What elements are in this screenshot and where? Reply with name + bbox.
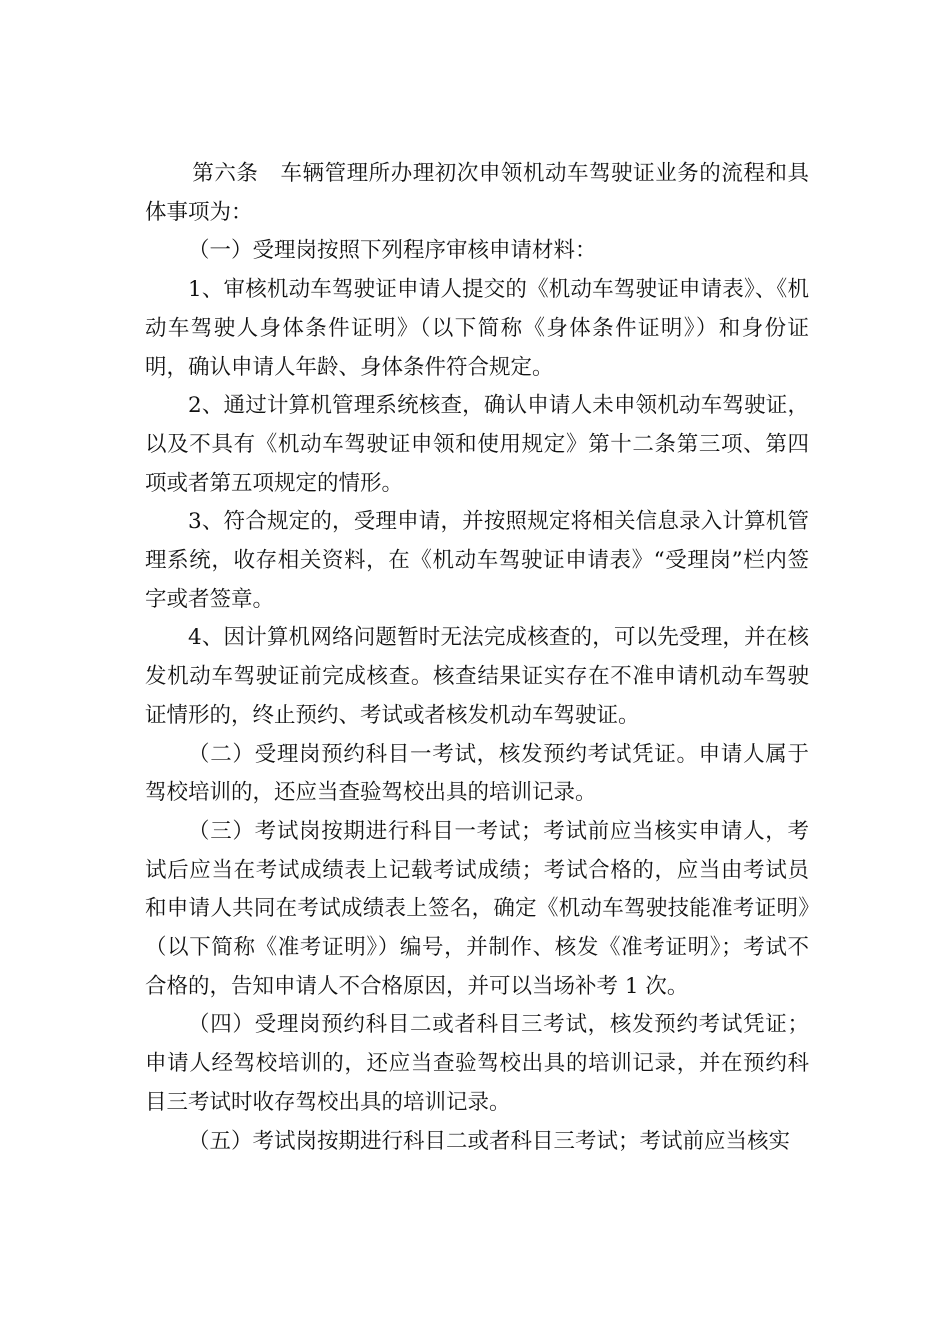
paragraph-9: （五）考试岗按期进行科目二或者科目三考试；考试前应当核实 bbox=[188, 1128, 791, 1154]
paragraph-2: 1、审核机动车驾驶证申请人提交的《机动车驾驶证申请表》、《机动车驾驶人身体条件证明》（以下简称《身体条件证明》）和身份证明，确认申请人年龄、身体条件符合规定。 bbox=[145, 277, 809, 380]
article-paragraph bbox=[145, 155, 809, 232]
document-body bbox=[145, 155, 809, 1161]
article-heading: 第六条 bbox=[192, 161, 259, 186]
paragraph-3: 2、通过计算机管理系统核查，确认申请人未申领机动车驾驶证，以及不具有《机动车驾驶证申领和使用规定》第十二条第三项、第四项或者第五项规定的情形。 bbox=[145, 393, 809, 496]
paragraph-5: 4、因计算机网络问题暂时无法完成核查的，可以先受理，并在核发机动车驾驶证前完成核查。核查结果证实存在不准申请机动车驾驶证情形的，终止预约、考试或者核发机动车驾驶证。 bbox=[145, 625, 809, 728]
article-intro: 车辆管理所办理初次申领机动车驾驶证业务的流程和具体事项为： bbox=[145, 161, 809, 225]
article-heading-gap bbox=[258, 161, 280, 186]
paragraph-6: （二）受理岗预约科目一考试，核发预约考试凭证。申请人属于驾校培训的，还应当查验驾校出具的培训记录。 bbox=[145, 741, 809, 806]
paragraph-1: （一）受理岗按照下列程序审核申请材料： bbox=[188, 238, 597, 264]
paragraph-4: 3、符合规定的，受理申请，并按照规定将相关信息录入计算机管理系统，收存相关资料，在《机动车驾驶证申请表》“受理岗”栏内签字或者签章。 bbox=[145, 509, 809, 612]
paragraph-7: （三）考试岗按期进行科目一考试；考试前应当核实申请人，考试后应当在考试成绩表上记载考试成绩；考试合格的，应当由考试员和申请人共同在考试成绩表上签名，确定《机动车驾驶技能准考证明》（以下简称《准考证明》）编号，并制作、核发《准考证明》；考试不合格的，告知申请人不合格原因，并可以当场补考 1 次。 bbox=[145, 818, 809, 999]
paragraph-8: （四）受理岗预约科目二或者科目三考试，核发预约考试凭证；申请人经驾校培训的，还应当查验驾校出具的培训记录，并在预约科目三考试时收存驾校出具的培训记录。 bbox=[145, 1012, 809, 1115]
